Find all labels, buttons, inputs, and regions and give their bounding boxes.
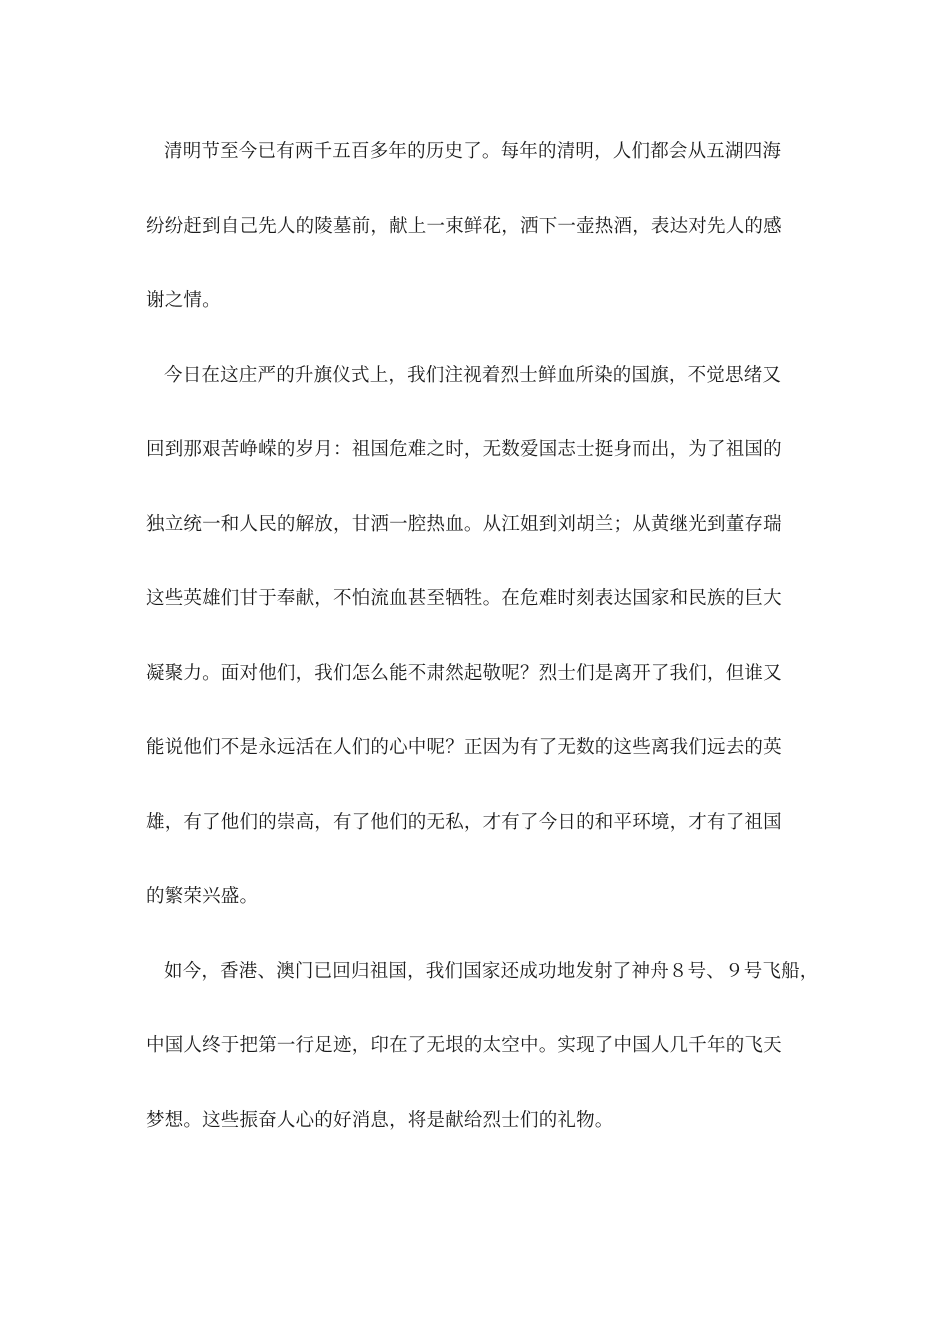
paragraph-flag-ceremony [146,356,806,952]
paragraph-achievements [146,952,819,1176]
text-line: 中国人终于把第一行足迹，印在了无垠的太空中。实现了中国人几千年的飞天 [146,1035,782,1056]
text-line: 谢之情。 [146,290,221,311]
text-column [146,132,819,1175]
text-line: 能说他们不是永远活在人们的心中呢？正因为有了无数的这些离我们远去的英 [146,737,782,758]
text-line: 这些英雄们甘于奉献，不怕流血甚至牺牲。在危难时刻表达国家和民族的巨大 [146,588,782,609]
text-line: 梦想。这些振奋人心的好消息，将是献给烈士们的礼物。 [146,1109,614,1131]
text-line: 凝聚力。面对他们，我们怎么能不肃然起敬呢？烈士们是离开了我们，但谁又 [146,662,782,684]
text-line: 回到那艰苦峥嵘的岁月：祖国危难之时，无数爱国志士挺身而出，为了祖国的 [146,439,782,460]
text-line: 独立统一和人民的解放，甘洒一腔热血。从江姐到刘胡兰；从黄继光到董存瑞 [146,513,782,535]
paragraph-qingming-history [146,132,806,356]
text-line: 今日在这庄严的升旗仪式上，我们注视着烈士鲜血所染的国旗，不觉思绪又 [164,364,782,386]
text-line: 清明节至今已有两千五百多年的历史了。每年的清明，人们都会从五湖四海 [164,141,782,162]
text-line: 的繁荣兴盛。 [146,886,259,907]
text-line: 纷纷赶到自己先人的陵墓前，献上一束鲜花，洒下一壶热酒，表达对先人的感 [146,215,782,237]
text-line: 如今，香港、澳门已回归祖国，我们国家还成功地发射了神舟８号、９号飞船， [164,960,819,982]
text-line: 雄，有了他们的崇高，有了他们的无私，才有了今日的和平环境，才有了祖国 [146,811,782,833]
